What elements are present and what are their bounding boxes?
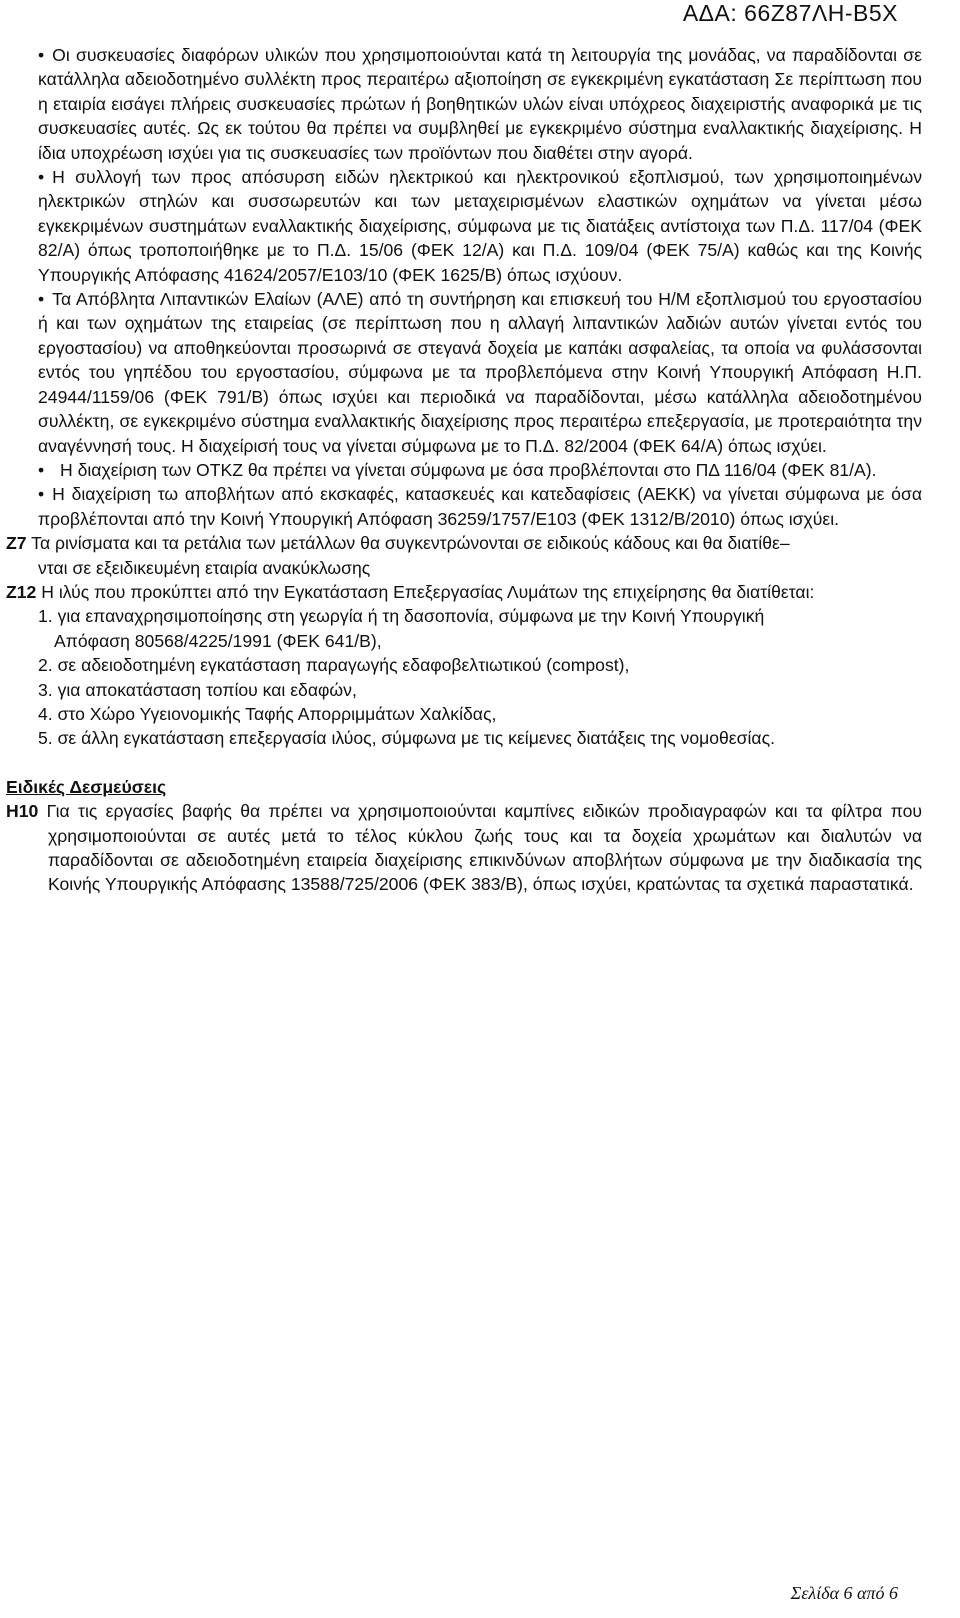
clause-z7 <box>6 531 922 555</box>
list-item <box>22 653 922 677</box>
bullet-text: Η διαχείριση των ΟΤΚΖ θα πρέπει να γίνεται σύμφωνα με όσα προβλέπονται στο ΠΔ 116/04 (ΦΕΚ 81/Α). <box>60 459 877 480</box>
bullet-icon: • <box>38 484 45 505</box>
bullet-text: Η συλλογή των προς απόσυρση ειδών ηλεκτρικού και ηλεκτρονικού εξοπλισμού, των χρησιμοποιημένων ηλεκτρικών στηλών και συσσωρευτών και των μεταχειρισμένων ελαστικών οχημάτων να γίνεται μέσω εγκεκριμένων συστημάτων εναλλακτικής διαχείρισης, σύμφωνα με τις διατάξεις αντίστοιχα των Π.Δ. 117/04 (ΦΕΚ 82/Α) όπως τροποποιήθηκε με το Π.Δ. 15/06 (ΦΕΚ 12/Α) και Π.Δ. 109/04 (ΦΕΚ 75/Α) καθώς και της Κοινής Υπουργικής Απόφασης 41624/2057/Ε103/10 (ΦΕΚ 1625/Β) όπως ισχύουν. <box>38 167 922 285</box>
list-number: 2. <box>38 655 53 676</box>
bullet-icon: • <box>38 45 45 65</box>
clause-z12 <box>6 580 922 604</box>
bullet-icon: • <box>38 289 45 310</box>
clause-text: Για τις εργασίες βαφής θα πρέπει να χρησιμοποιούνται καμπίνες ειδικών προδιαγραφών και τα φίλτρα που χρησιμοποιούνται σε αυτές μετά το τέλος κύκλου ζωής τους και τα δοχεία χρωμάτων και διαλυτών να παραδίδονται σε αδειοδοτημένη εταιρεία διαχείρισης επικινδύνων αποβλήτων σύμφωνα με την διαδικασία της Κοινής Υπουργικής Απόφασης 13588/725/2006 (ΦΕΚ 383/Β), όπως ισχύει, κρατώντας τα σχετικά παραστατικά. <box>46 801 922 895</box>
sludge-disposal-list <box>22 604 922 750</box>
bullet-item <box>22 482 922 531</box>
ada-code: ΑΔΑ: 66Ζ87ΛΗ-Β5Χ <box>682 0 898 26</box>
list-number: 3. <box>38 679 53 700</box>
list-item <box>22 702 922 726</box>
clause-code: Η10 <box>6 801 39 822</box>
list-item <box>22 678 922 702</box>
bullet-item <box>22 43 922 165</box>
bullet-item <box>22 287 922 458</box>
clause-text: Τα ρινίσματα και τα ρετάλια των μετάλλων θα συγκεντρώνονται σε ειδικούς κάδους και θα διατίθε– <box>31 533 790 554</box>
list-number: 1. <box>38 606 53 627</box>
list-number: 5. <box>38 728 53 749</box>
clause-z7-continued: νται σε εξειδικευμένη εταιρία ανακύκλωσης <box>38 557 371 578</box>
list-item <box>22 604 922 653</box>
list-item <box>22 726 922 750</box>
list-text: σε άλλη εγκατάσταση επεξεργασία ιλύος, σύμφωνα με τις κείμενες διατάξεις της νομοθεσίας. <box>57 728 775 749</box>
document-body <box>6 43 922 897</box>
section-heading: Ειδικές Δεσμεύσεις <box>6 776 167 797</box>
bullet-item <box>22 458 922 482</box>
bullet-item <box>22 165 922 287</box>
bullet-icon: • <box>38 167 45 188</box>
clause-code: Ζ12 <box>6 581 37 602</box>
bullet-text: Οι συσκευασίες διαφόρων υλικών που χρησιμοποιούνται κατά τη λειτουργία της μονάδας, να παραδίδονται σε κατάλληλα αδειοδοτημένο συλλέκτη προς περαιτέρω αξιοποίηση σε εγκεκριμένη εγκατάσταση Σε περίπτωση που η εταιρία εισάγει πλήρεις συσκευασίες πρώτων ή βοηθητικών υλών είναι υπόχρεος διαχειριστής αναφορικά με τις συσκευασίες αυτές. Ως εκ τούτου θα πρέπει να συμβληθεί με εγκεκριμένο σύστημα εναλλακτικής διαχείρισης. Η ίδια υποχρέωση ισχύει για τις συσκευασίες των προϊόντων που διαθέτει στην αγορά. <box>38 45 922 163</box>
list-text: σε αδειοδοτημένη εγκατάσταση παραγωγής εδαφοβελτιωτικού (compost), <box>57 655 630 676</box>
page-number: Σελίδα 6 από 6 <box>790 1583 898 1603</box>
bullet-text: Τα Απόβλητα Λιπαντικών Ελαίων (ΑΛΕ) από τη συντήρηση και επισκευή του Η/Μ εξοπλισμού του εργοστασίου ή και των οχημάτων της εταιρείας (σε περίπτωση που η αλλαγή λιπαντικών λαδιών αυτών γίνεται εντός του εργοστασίου) να αποθηκεύονται προσωρινά σε στεγανά δοχεία με καπάκι ασφαλείας, τα οποία να φυλάσσονται εντός του γηπέδου του εργοστασίου, σύμφωνα με τα προβλεπόμενα στην Κοινή Υπουργική Απόφαση Η.Π. 24944/1159/06 (ΦΕΚ 791/Β) όπως ισχύει και περιοδικά να παραδίδονται, μέσω κατάλληλα αδειοδοτημένου συλλέκτη, σε εγκεκριμένο σύστημα εναλλακτικής διαχείρισης προς περαιτέρω επεξεργασία, με προτεραιότητα την αναγέννησή τους. Η διαχείρισή τους να γίνεται σύμφωνα με το Π.Δ. 82/2004 (ΦΕΚ 64/Α) όπως ισχύει. <box>38 289 922 456</box>
list-text: για επαναχρησιμοποίησης στη γεωργία ή τη δασοπονία, σύμφωνα με την Κοινή Υπουργική <box>57 606 765 627</box>
clause-code: Ζ7 <box>6 533 27 554</box>
list-text: στο Χώρο Υγειονομικής Ταφής Απορριμμάτων Χαλκίδας, <box>57 703 497 724</box>
list-number: 4. <box>38 703 53 724</box>
list-text: για αποκατάσταση τοπίου και εδαφών, <box>57 679 357 700</box>
bullet-text: Η διαχείριση τω αποβλήτων από εκσκαφές, κατασκευές και κατεδαφίσεις (ΑΕΚΚ) να γίνεται σύμφωνα με όσα προβλέπονται από την Κοινή Υπουργική Απόφαση 36259/1757/Ε103 (ΦΕΚ 1312/Β/2010) όπως ισχύει. <box>38 484 922 529</box>
clause-text: Η ιλύς που προκύπτει από την Εγκατάσταση Επεξεργασίας Λυμάτων της επιχείρησης θα διατίθεται: <box>41 581 815 602</box>
clause-h10 <box>6 799 922 897</box>
bullet-icon: • <box>38 459 45 480</box>
list-text-continued: Απόφαση 80568/4225/1991 (ΦΕΚ 641/Β), <box>54 630 382 651</box>
